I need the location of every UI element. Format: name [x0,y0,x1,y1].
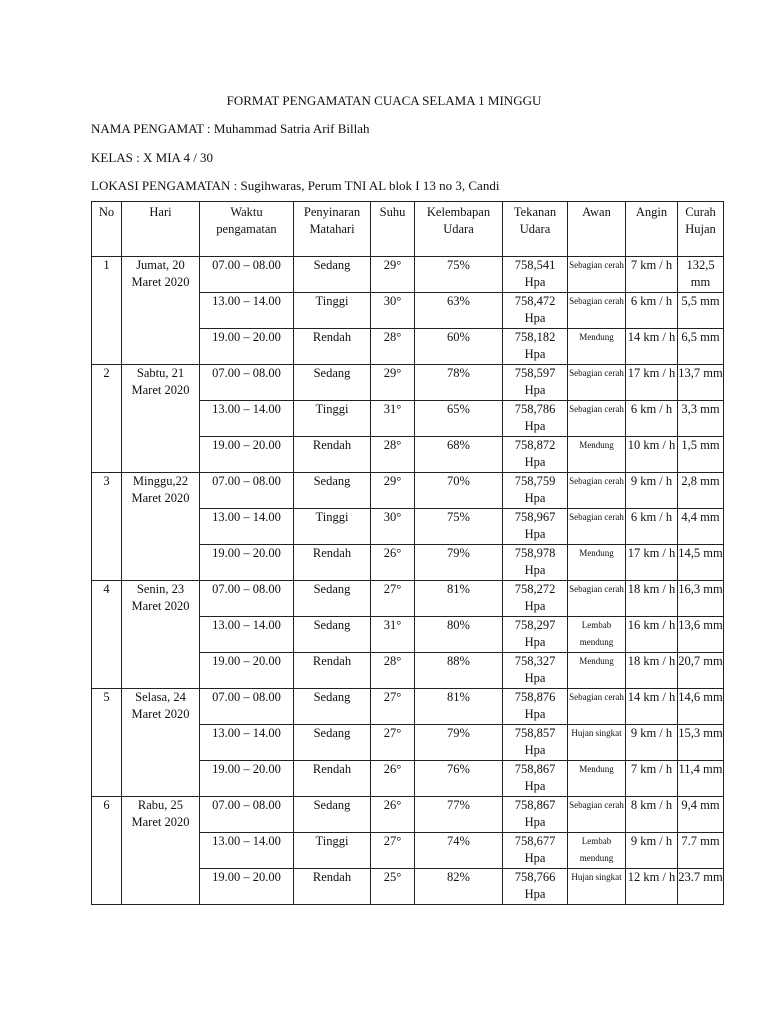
penyinaran-cell: Sedang [294,797,371,833]
header-angin: Angin [626,202,678,257]
hujan-cell: 23.7 mm [678,869,724,905]
table-row [92,365,724,401]
day-number-cell: 1 [92,257,122,365]
class-info: KELAS : X MIA 4 / 30 [91,150,214,165]
weather-observation-table [91,201,724,905]
waktu-cell: 19.00 – 20.00 [200,545,294,581]
suhu-cell: 27° [371,725,415,761]
hujan-cell: 11,4 mm [678,761,724,797]
kelembapan-cell: 70% [415,473,503,509]
kelembapan-cell: 88% [415,653,503,689]
header-penyinaran: Penyinaran Matahari [294,202,371,257]
awan-cell: Hujan singkat [568,869,626,905]
angin-cell: 7 km / h [626,257,678,293]
kelembapan-cell: 75% [415,257,503,293]
penyinaran-cell: Sedang [294,617,371,653]
angin-cell: 12 km / h [626,869,678,905]
angin-cell: 8 km / h [626,797,678,833]
day-date-cell: Rabu, 25 Maret 2020 [122,797,200,905]
awan-cell: Mendung [568,329,626,365]
awan-cell: Sebagian cerah [568,257,626,293]
penyinaran-cell: Sedang [294,257,371,293]
suhu-cell: 30° [371,293,415,329]
day-number-cell: 5 [92,689,122,797]
hujan-cell: 132,5 mm [678,257,724,293]
kelembapan-cell: 79% [415,545,503,581]
waktu-cell: 07.00 – 08.00 [200,797,294,833]
hujan-cell: 15,3 mm [678,725,724,761]
suhu-cell: 27° [371,833,415,869]
kelembapan-cell: 74% [415,833,503,869]
penyinaran-cell: Tinggi [294,293,371,329]
awan-cell: Sebagian cerah [568,689,626,725]
tekanan-cell: 758,597 Hpa [503,365,568,401]
suhu-cell: 31° [371,401,415,437]
kelembapan-cell: 76% [415,761,503,797]
table-body [92,257,724,905]
awan-cell: Sebagian cerah [568,581,626,617]
angin-cell: 18 km / h [626,653,678,689]
hujan-cell: 2,8 mm [678,473,724,509]
angin-cell: 16 km / h [626,617,678,653]
waktu-cell: 07.00 – 08.00 [200,473,294,509]
tekanan-cell: 758,766 Hpa [503,869,568,905]
penyinaran-cell: Sedang [294,725,371,761]
header-kelembapan: Kelembapan Udara [415,202,503,257]
kelembapan-cell: 63% [415,293,503,329]
hujan-cell: 13,6 mm [678,617,724,653]
tekanan-cell: 758,677 Hpa [503,833,568,869]
suhu-cell: 29° [371,473,415,509]
header-waktu: Waktu pengamatan [200,202,294,257]
hujan-cell: 3,3 mm [678,401,724,437]
table-header-row [92,202,724,257]
angin-cell: 6 km / h [626,293,678,329]
tekanan-cell: 758,182 Hpa [503,329,568,365]
day-date-cell: Senin, 23 Maret 2020 [122,581,200,689]
tekanan-cell: 758,857 Hpa [503,725,568,761]
tekanan-cell: 758,876 Hpa [503,689,568,725]
tekanan-cell: 758,967 Hpa [503,509,568,545]
header-hujan: Curah Hujan [678,202,724,257]
hujan-cell: 7.7 mm [678,833,724,869]
angin-cell: 9 km / h [626,725,678,761]
kelembapan-cell: 82% [415,869,503,905]
awan-cell: Sebagian cerah [568,797,626,833]
observer-name: NAMA PENGAMAT : Muhammad Satria Arif Billah [91,121,370,136]
waktu-cell: 07.00 – 08.00 [200,257,294,293]
waktu-cell: 13.00 – 14.00 [200,401,294,437]
table-row [92,581,724,617]
kelembapan-cell: 81% [415,581,503,617]
kelembapan-cell: 60% [415,329,503,365]
tekanan-cell: 758,272 Hpa [503,581,568,617]
awan-cell: Sebagian cerah [568,509,626,545]
suhu-cell: 31° [371,617,415,653]
header-tekanan: Tekanan Udara [503,202,568,257]
hujan-cell: 13,7 mm [678,365,724,401]
kelembapan-cell: 68% [415,437,503,473]
kelembapan-cell: 77% [415,797,503,833]
hujan-cell: 4,4 mm [678,509,724,545]
penyinaran-cell: Rendah [294,653,371,689]
angin-cell: 10 km / h [626,437,678,473]
tekanan-cell: 758,472 Hpa [503,293,568,329]
awan-cell: Mendung [568,437,626,473]
day-date-cell: Sabtu, 21 Maret 2020 [122,365,200,473]
penyinaran-cell: Rendah [294,761,371,797]
suhu-cell: 26° [371,797,415,833]
hujan-cell: 5,5 mm [678,293,724,329]
tekanan-cell: 758,786 Hpa [503,401,568,437]
hujan-cell: 1,5 mm [678,437,724,473]
hujan-cell: 20,7 mm [678,653,724,689]
hujan-cell: 6,5 mm [678,329,724,365]
penyinaran-cell: Rendah [294,545,371,581]
awan-cell: Sebagian cerah [568,401,626,437]
day-number-cell: 4 [92,581,122,689]
header-no: No [92,202,122,257]
penyinaran-cell: Rendah [294,869,371,905]
awan-cell: Sebagian cerah [568,473,626,509]
tekanan-cell: 758,297 Hpa [503,617,568,653]
day-number-cell: 2 [92,365,122,473]
penyinaran-cell: Rendah [294,437,371,473]
suhu-cell: 30° [371,509,415,545]
angin-cell: 7 km / h [626,761,678,797]
hujan-cell: 14,5 mm [678,545,724,581]
kelembapan-cell: 79% [415,725,503,761]
header-suhu: Suhu [371,202,415,257]
table-row [92,797,724,833]
tekanan-cell: 758,541 Hpa [503,257,568,293]
hujan-cell: 16,3 mm [678,581,724,617]
waktu-cell: 19.00 – 20.00 [200,653,294,689]
table-row [92,473,724,509]
penyinaran-cell: Sedang [294,365,371,401]
tekanan-cell: 758,327 Hpa [503,653,568,689]
waktu-cell: 13.00 – 14.00 [200,617,294,653]
penyinaran-cell: Tinggi [294,833,371,869]
awan-cell: Hujan singkat [568,725,626,761]
suhu-cell: 25° [371,869,415,905]
kelembapan-cell: 81% [415,689,503,725]
penyinaran-cell: Sedang [294,473,371,509]
angin-cell: 18 km / h [626,581,678,617]
suhu-cell: 29° [371,257,415,293]
waktu-cell: 19.00 – 20.00 [200,329,294,365]
day-date-cell: Selasa, 24 Maret 2020 [122,689,200,797]
awan-cell: Lembab mendung [568,617,626,653]
tekanan-cell: 758,867 Hpa [503,761,568,797]
suhu-cell: 28° [371,437,415,473]
table-row [92,689,724,725]
suhu-cell: 27° [371,689,415,725]
waktu-cell: 07.00 – 08.00 [200,689,294,725]
suhu-cell: 28° [371,329,415,365]
waktu-cell: 19.00 – 20.00 [200,761,294,797]
kelembapan-cell: 80% [415,617,503,653]
day-number-cell: 3 [92,473,122,581]
awan-cell: Sebagian cerah [568,365,626,401]
awan-cell: Mendung [568,653,626,689]
awan-cell: Sebagian cerah [568,293,626,329]
hujan-cell: 9,4 mm [678,797,724,833]
tekanan-cell: 758,759 Hpa [503,473,568,509]
waktu-cell: 19.00 – 20.00 [200,437,294,473]
hujan-cell: 14,6 mm [678,689,724,725]
awan-cell: Lembab mendung [568,833,626,869]
waktu-cell: 13.00 – 14.00 [200,833,294,869]
waktu-cell: 19.00 – 20.00 [200,869,294,905]
waktu-cell: 13.00 – 14.00 [200,509,294,545]
waktu-cell: 13.00 – 14.00 [200,293,294,329]
kelembapan-cell: 78% [415,365,503,401]
day-date-cell: Minggu,22 Maret 2020 [122,473,200,581]
penyinaran-cell: Sedang [294,581,371,617]
tekanan-cell: 758,978 Hpa [503,545,568,581]
penyinaran-cell: Tinggi [294,401,371,437]
angin-cell: 9 km / h [626,833,678,869]
day-number-cell: 6 [92,797,122,905]
suhu-cell: 26° [371,545,415,581]
waktu-cell: 07.00 – 08.00 [200,365,294,401]
suhu-cell: 27° [371,581,415,617]
day-date-cell: Jumat, 20 Maret 2020 [122,257,200,365]
suhu-cell: 29° [371,365,415,401]
penyinaran-cell: Rendah [294,329,371,365]
waktu-cell: 07.00 – 08.00 [200,581,294,617]
penyinaran-cell: Sedang [294,689,371,725]
angin-cell: 17 km / h [626,545,678,581]
penyinaran-cell: Tinggi [294,509,371,545]
awan-cell: Mendung [568,761,626,797]
awan-cell: Mendung [568,545,626,581]
table-row [92,257,724,293]
angin-cell: 6 km / h [626,509,678,545]
kelembapan-cell: 75% [415,509,503,545]
suhu-cell: 26° [371,761,415,797]
angin-cell: 6 km / h [626,401,678,437]
tekanan-cell: 758,867 Hpa [503,797,568,833]
waktu-cell: 13.00 – 14.00 [200,725,294,761]
header-awan: Awan [568,202,626,257]
angin-cell: 9 km / h [626,473,678,509]
angin-cell: 17 km / h [626,365,678,401]
tekanan-cell: 758,872 Hpa [503,437,568,473]
document-title: FORMAT PENGAMATAN CUACA SELAMA 1 MINGGU [226,93,542,108]
angin-cell: 14 km / h [626,689,678,725]
angin-cell: 14 km / h [626,329,678,365]
suhu-cell: 28° [371,653,415,689]
observation-location: LOKASI PENGAMATAN : Sugihwaras, Perum TNI AL blok I 13 no 3, Candi [91,178,500,193]
kelembapan-cell: 65% [415,401,503,437]
header-hari: Hari [122,202,200,257]
